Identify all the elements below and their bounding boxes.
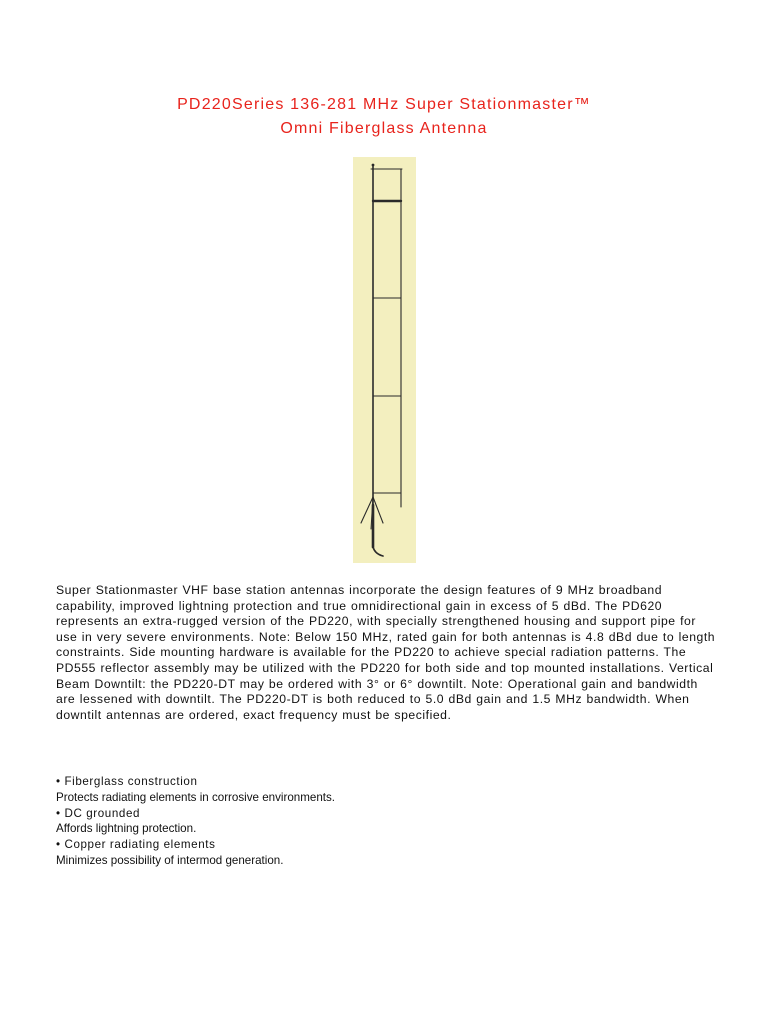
feature-list	[56, 774, 716, 869]
page-title-line-2: Omni Fiberglass Antenna	[280, 120, 488, 137]
antenna-radial-right	[373, 497, 383, 523]
page-title-line-1: PD220Series 136-281 MHz Super Stationmaster™	[177, 96, 591, 113]
antenna-tip	[372, 164, 375, 167]
feature-detail-dc-grounded: Affords lightning protection.	[56, 822, 197, 836]
feature-detail-fiberglass: Protects radiating elements in corrosive environments.	[56, 790, 336, 804]
product-description: Super Stationmaster VHF base station antennas incorporate the design features of 9 MHz broadband capability, improved lightning protection and true omnidirectional gain in excess of 5 dBd. The PD620 represents an extra-rugged version of the PD220, with specially strengthened housing and support pipe for use in very severe environments. Note: Below 150 MHz, rated gain for both antennas is 4.8 dBd due to length constraints. Side mounting hardware is available for the PD220 to achieve special radiation patterns. The PD555 reflector assembly may be utilized with the PD220 for both side and top mounted installations. Vertical Beam Downtilt: the PD220-DT may be ordered with 3° or 6° downtilt. Note: Operational gain and bandwidth are lessened with downtilt. The PD220-DT is both reduced to 5.0 dBd gain and 1.5 MHz bandwidth. When downtilt antennas are ordered, exact frequency must be specified.	[56, 583, 716, 722]
feature-heading-dc-grounded: • DC grounded	[56, 806, 141, 820]
page-title	[0, 93, 768, 141]
antenna-drawing	[353, 157, 416, 563]
antenna-mount-foot	[373, 547, 383, 556]
feature-detail-copper: Minimizes possibility of intermod generation.	[56, 853, 284, 867]
antenna-illustration	[353, 157, 416, 563]
feature-heading-copper: • Copper radiating elements	[56, 838, 216, 852]
feature-heading-fiberglass: • Fiberglass construction	[56, 775, 198, 788]
